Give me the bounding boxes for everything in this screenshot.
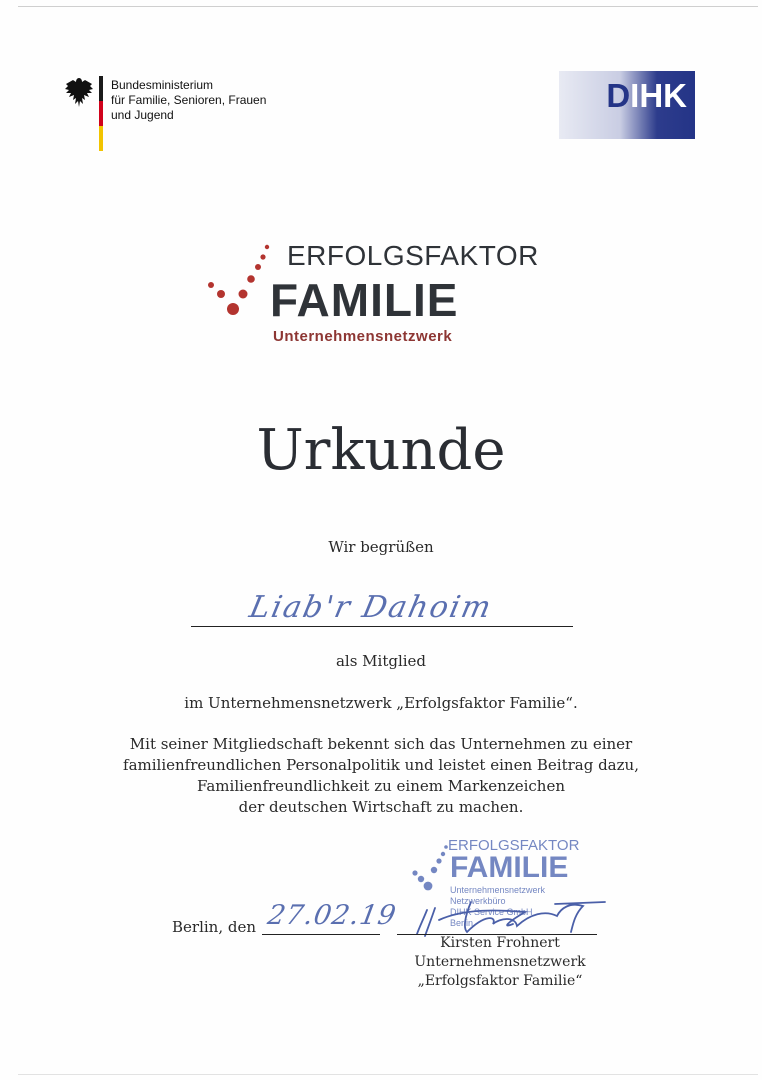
- stamp-line-1: ERFOLGSFAKTOR: [448, 837, 580, 854]
- federal-eagle-icon: [64, 76, 94, 110]
- logo-line-2: FAMILIE: [270, 274, 459, 326]
- network-text: im Unternehmensnetzwerk „Erfolgsfaktor Familie“.: [184, 694, 578, 712]
- signature-image: [405, 880, 615, 940]
- stamp-line-6: Berlin: [450, 918, 474, 928]
- logo-line-3: Unternehmensnetzwerk: [273, 328, 453, 345]
- dihk-logo: [559, 71, 695, 139]
- member-name-handwriting: Liab'r Dahoim: [246, 590, 496, 625]
- erfolgsfaktor-dots-icon: [205, 243, 275, 323]
- greeting-text: Wir begrüßen: [328, 538, 434, 556]
- as-member-text: als Mitglied: [335, 652, 427, 670]
- ministry-name: [111, 78, 266, 123]
- name-line: [191, 626, 573, 627]
- place-label: Berlin, den: [172, 918, 257, 936]
- date-line: [262, 934, 380, 935]
- ministry-line: und Jugend: [111, 108, 174, 122]
- signer-org: Unternehmensnetzwerk: [414, 954, 586, 970]
- paragraph-line: familienfreundlichen Personalpolitik und leistet einen Beitrag dazu,: [123, 756, 639, 774]
- stamp-line-3: Unternehmensnetzwerk: [450, 885, 546, 895]
- german-flag-bar: [99, 76, 103, 151]
- bottom-border: [18, 1074, 758, 1075]
- signer-name: Kirsten Frohnert: [440, 935, 560, 951]
- logo-line-1: ERFOLGSFAKTOR: [287, 240, 539, 271]
- paragraph-line: Mit seiner Mitgliedschaft bekennt sich das Unternehmen zu einer: [129, 735, 633, 753]
- top-border: [18, 6, 758, 7]
- stamp-line-2: FAMILIE: [450, 851, 569, 884]
- paragraph-line: Familienfreundlichkeit zu einem Markenzeichen: [196, 777, 566, 795]
- commitment-paragraph: [0, 734, 762, 818]
- dihk-logo-text: DIHK: [606, 77, 687, 114]
- paragraph-line: der deutschen Wirtschaft zu machen.: [238, 798, 524, 816]
- ministry-line: Bundesministerium: [111, 78, 214, 92]
- ministry-line: für Familie, Senioren, Frauen: [111, 93, 267, 107]
- signer-org-name: „Erfolgsfaktor Familie“: [417, 973, 583, 989]
- stamp-line-4: Netzwerkbüro: [450, 896, 506, 906]
- signer-block: [400, 934, 600, 991]
- date-handwriting: 27.02.19: [265, 900, 399, 931]
- certificate-title: Urkunde: [256, 418, 506, 483]
- stamp-line-5: DIHK Service GmbH: [450, 907, 533, 917]
